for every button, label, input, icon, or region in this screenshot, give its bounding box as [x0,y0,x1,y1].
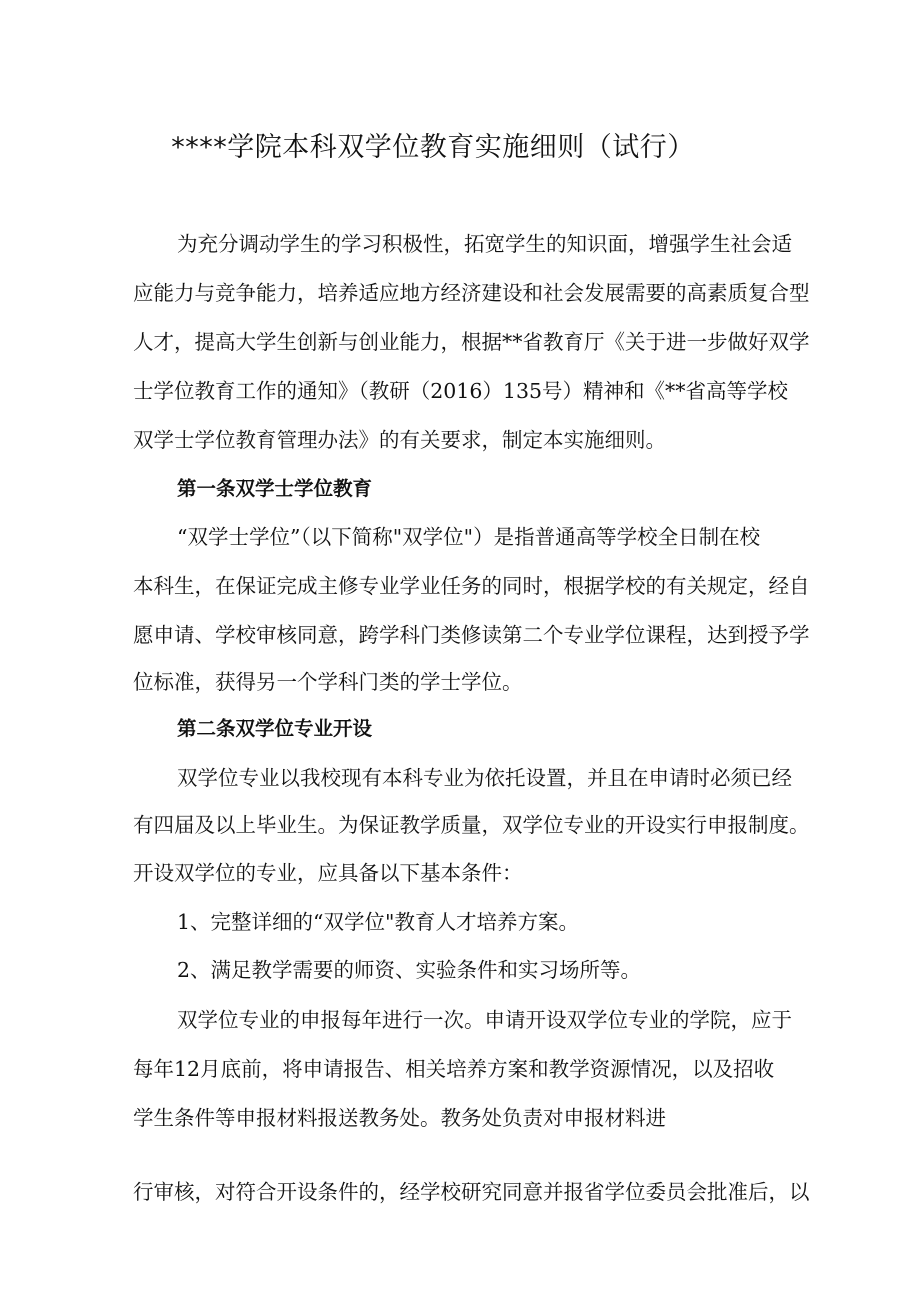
article-2-line: 学生条件等申报材料报送教务处。教务处负责对申报材料进 [133,1106,666,1130]
intro-line: 双学士学位教育管理办法》的有关要求，制定本实施细则。 [133,428,666,452]
article-2-line: 行审核，对符合开设条件的，经学校研究同意并报省学位委员会批准后，以 [133,1180,810,1204]
intro-line: 人才，提高大学生创新与创业能力，根据**省教育厅《关于进一步做好双学 [133,330,810,354]
intro-line: 为充分调动学生的学习积极性，拓宽学生的知识面，增强学生社会适 [177,232,792,256]
article-2-line: 有四届及以上毕业生。为保证教学质量，双学位专业的开设实行申报制度。 [133,813,810,837]
article-2-line: 双学位专业的申报每年进行一次。申请开设双学位专业的学院，应于 [177,1008,792,1032]
document-title: ****学院本科双学位教育实施细则（试行） [171,132,695,163]
article-2-heading: 第二条双学位专业开设 [177,717,373,740]
intro-line: 士学位教育工作的通知》（教研（2016）135号）精神和《**省高等学校 [133,379,789,403]
article-1-line: 位标准，获得另一个学科门类的学士学位。 [133,670,523,694]
article-1-line: 愿申请、学校审核同意，跨学科门类修读第二个专业学位课程，达到授予学 [133,623,810,647]
article-2-line: 双学位专业以我校现有本科专业为依托设置，并且在申请时必须已经 [177,766,792,790]
intro-line: 应能力与竞争能力，培养适应地方经济建设和社会发展需要的高素质复合型 [133,281,810,305]
article-2-list-item: 1、完整详细的“双学位"教育人才培养方案。 [177,910,579,934]
article-2-line: 开设双学位的专业，应具备以下基本条件： [133,861,523,885]
article-2-list-item: 2、满足教学需要的师资、实验条件和实习场所等。 [177,958,642,982]
article-2-line: 每年12月底前，将申请报告、相关培养方案和教学资源情况，以及招收 [133,1057,775,1081]
article-1-line: 本科生，在保证完成主修专业学业任务的同时，根据学校的有关规定，经自 [133,574,810,598]
article-1-heading: 第一条双学士学位教育 [177,477,373,500]
article-1-line: “双学士学位”（以下简称"双学位"）是指普通高等学校全日制在校 [177,525,761,549]
